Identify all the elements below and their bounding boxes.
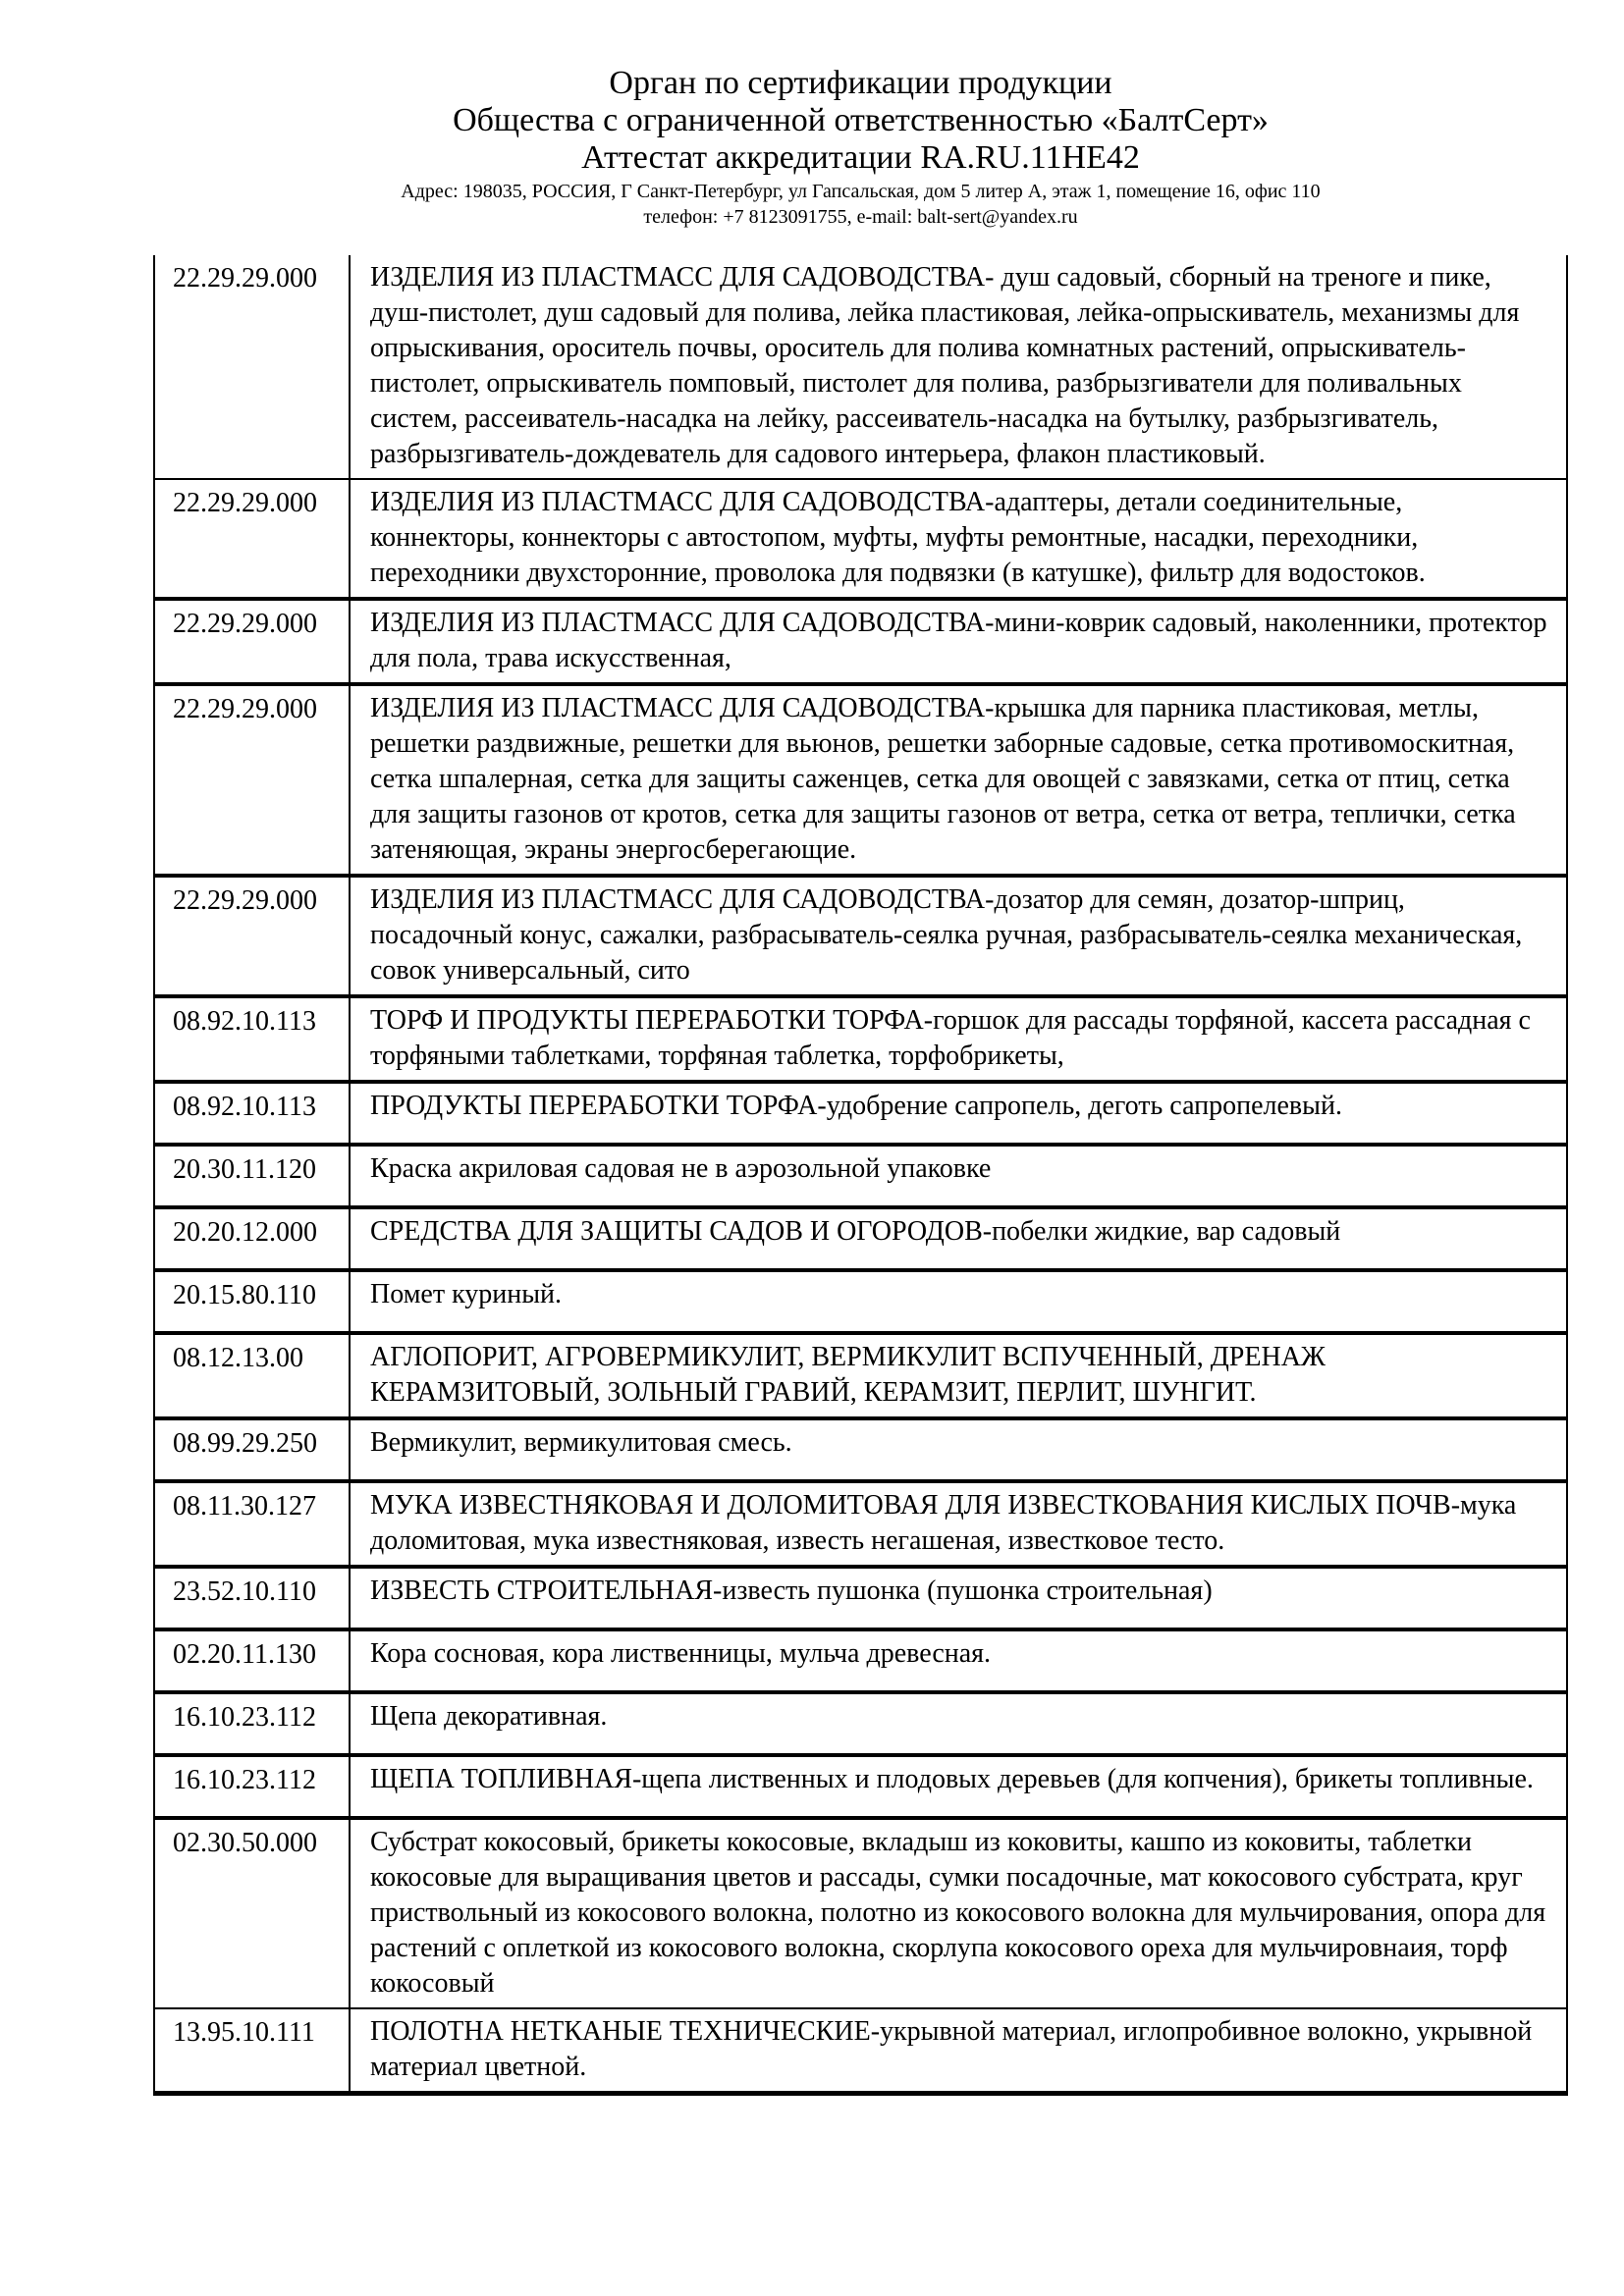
- product-code-cell: 08.92.10.113: [154, 1082, 350, 1145]
- org-title-line2: Общества с ограниченной ответственностью «БалтСерт»: [453, 102, 1269, 138]
- product-code-cell: 20.30.11.120: [154, 1145, 350, 1207]
- table-row: [154, 1629, 1567, 1692]
- document-header: [153, 0, 1568, 230]
- product-description-cell: Краска акриловая садовая не в аэрозольной упаковке: [350, 1145, 1567, 1207]
- product-description-cell: ИЗДЕЛИЯ ИЗ ПЛАСТМАСС ДЛЯ САДОВОДСТВА-дозатор для семян, дозатор-шприц, посадочный конус, сажалки, разбрасыватель-сеялка ручная, разбрасыватель-сеялка механическая, совок универсальный, сито: [350, 876, 1567, 996]
- product-description-cell: Помет куриный.: [350, 1270, 1567, 1333]
- table-row: [154, 1270, 1567, 1333]
- product-code-cell: 13.95.10.111: [154, 2008, 350, 2094]
- product-description-cell: ЩЕПА ТОПЛИВНАЯ-щепа лиственных и плодовых деревьев (для копчения), брикеты топливные.: [350, 1755, 1567, 1818]
- table-row: [154, 1082, 1567, 1145]
- product-description-cell: ИЗДЕЛИЯ ИЗ ПЛАСТМАСС ДЛЯ САДОВОДСТВА- душ садовый, сборный на треноге и пике, душ-пистолет, душ садовый для полива, лейка пластиковая, лейка-опрыскиватель, механизмы для опрыскивания, ороситель почвы, ороситель для полива комнатных растений, опрыскиватель-пистолет, опрыскиватель помповый, пистолет для полива, разбрызгиватели для поливальных систем, рассеиватель-насадка на лейку, рассеиватель-насадка на бутылку, разбрызгиватель, разбрызгиватель-дождеватель для садового интерьера, флакон пластиковый.: [370, 262, 1520, 469]
- product-description-cell: ИЗДЕЛИЯ ИЗ ПЛАСТМАСС ДЛЯ САДОВОДСТВА-адаптеры, детали соединительные, коннекторы, коннекторы с автостопом, муфты, муфты ремонтные, насадки, переходники, переходники двухсторонние, проволока для подвязки (в катушке), фильтр для водостоков.: [350, 479, 1567, 599]
- product-code-cell: 08.12.13.00: [154, 1333, 350, 1418]
- product-table-body: [154, 255, 1567, 2094]
- product-description-cell: ИЗДЕЛИЯ ИЗ ПЛАСТМАСС ДЛЯ САДОВОДСТВА-мини-коврик садовый, наколенники, протектор для пола, трава искусственная,: [350, 599, 1567, 684]
- product-code-cell: 22.29.29.000: [154, 255, 350, 479]
- table-row: [154, 2008, 1567, 2094]
- product-code-cell: 22.29.29.000: [154, 684, 350, 876]
- product-description-cell: Кора сосновая, кора лиственницы, мульча древесная.: [350, 1629, 1567, 1692]
- table-row: [154, 1818, 1567, 2008]
- contact-line: телефон: +7 8123091755, e-mail: balt-sert@yandex.ru: [643, 206, 1078, 228]
- product-code-cell: 08.11.30.127: [154, 1481, 350, 1567]
- table-row: [154, 1418, 1567, 1481]
- table-row: [154, 876, 1567, 996]
- product-description-cell: СРЕДСТВА ДЛЯ ЗАЩИТЫ САДОВ И ОГОРОДОВ-побелки жидкие, вар садовый: [350, 1207, 1567, 1270]
- product-code-cell: 20.15.80.110: [154, 1270, 350, 1333]
- org-title-line1: Орган по сертификации продукции: [609, 65, 1112, 101]
- table-row: [154, 1692, 1567, 1755]
- product-code-cell: 02.30.50.000: [154, 1818, 350, 2008]
- product-description-cell: ПРОДУКТЫ ПЕРЕРАБОТКИ ТОРФА-удобрение сапропель, деготь сапропелевый.: [350, 1082, 1567, 1145]
- product-description-cell: Вермикулит, вермикулитовая смесь.: [350, 1418, 1567, 1481]
- table-row: [154, 1145, 1567, 1207]
- table-row: [154, 1755, 1567, 1818]
- table-row: [154, 996, 1567, 1082]
- table-row: [154, 684, 1567, 876]
- product-description-cell: ИЗВЕСТЬ СТРОИТЕЛЬНАЯ-известь пушонка (пушонка строительная): [350, 1567, 1567, 1629]
- product-code-cell: 16.10.23.112: [154, 1755, 350, 1818]
- table-row: [154, 479, 1567, 599]
- product-description-cell: АГЛОПОРИТ, АГРОВЕРМИКУЛИТ, ВЕРМИКУЛИТ ВСПУЧЕННЫЙ, ДРЕНАЖ КЕРАМЗИТОВЫЙ, ЗОЛЬНЫЙ ГРАВИЙ, КЕРАМЗИТ, ПЕРЛИТ, ШУНГИТ.: [350, 1333, 1567, 1418]
- product-code-cell: 22.29.29.000: [154, 479, 350, 599]
- table-row: [154, 1333, 1567, 1418]
- product-code-cell: 22.29.29.000: [154, 599, 350, 684]
- product-description-cell: ТОРФ И ПРОДУКТЫ ПЕРЕРАБОТКИ ТОРФА-горшок для рассады торфяной, кассета рассадная с торфяными таблетками, торфяная таблетка, торфобрикеты,: [350, 996, 1567, 1082]
- product-code-cell: 20.20.12.000: [154, 1207, 350, 1270]
- product-code-cell: 22.29.29.000: [154, 876, 350, 996]
- product-description-cell: ИЗДЕЛИЯ ИЗ ПЛАСТМАСС ДЛЯ САДОВОДСТВА-крышка для парника пластиковая, метлы, решетки раздвижные, решетки для вьюнов, решетки заборные садовые, сетка противомоскитная, сетка шпалерная, сетка для защиты саженцев, сетка для овощей с завязками, сетка от птиц, сетка для защиты газонов от кротов, сетка для защиты газонов от ветра, сетка от ветра, теплички, сетка затеняющая, экраны энергосберегающие.: [350, 684, 1567, 876]
- table-row: [154, 1207, 1567, 1270]
- accreditation-line: Аттестат аккредитации RA.RU.11HE42: [581, 139, 1140, 176]
- product-code-cell: 02.20.11.130: [154, 1629, 350, 1692]
- table-row: [154, 1567, 1567, 1629]
- product-code-cell: 08.99.29.250: [154, 1418, 350, 1481]
- product-code-cell: 16.10.23.112: [154, 1692, 350, 1755]
- table-row: [154, 255, 1567, 479]
- product-code-cell: 23.52.10.110: [154, 1567, 350, 1629]
- document-content: [153, 0, 1568, 2096]
- product-description-cell: Субстрат кокосовый, брикеты кокосовые, вкладыш из коковиты, кашпо из коковиты, таблетки кокосовые для выращивания цветов и рассады, сумки посадочные, мат кокосового субстрата, круг приствольный из кокосового волокна, полотно из кокосового волокна для мульчирования, опора для растений с оплеткой из кокосового волокна, скорлупа кокосового ореха для мульчировнаия, торф кокосовый: [350, 1818, 1567, 2008]
- address-line: Адрес: 198035, РОССИЯ, Г Санкт-Петербург, ул Гапсальская, дом 5 литер А, этаж 1, помещение 16, офис 110: [401, 181, 1321, 202]
- product-code-cell: 08.92.10.113: [154, 996, 350, 1082]
- table-row: [154, 599, 1567, 684]
- product-table: [153, 255, 1568, 2096]
- product-description-cell: ПОЛОТНА НЕТКАНЫЕ ТЕХНИЧЕСКИЕ-укрывной материал, иглопробивное волокно, укрывной материал цветной.: [350, 2008, 1567, 2094]
- table-row: [154, 1481, 1567, 1567]
- product-description-cell: Щепа декоративная.: [350, 1692, 1567, 1755]
- product-description-cell: МУКА ИЗВЕСТНЯКОВАЯ И ДОЛОМИТОВАЯ ДЛЯ ИЗВЕСТКОВАНИЯ КИСЛЫХ ПОЧВ-мука доломитовая, мука известняковая, известь негашеная, известковое тесто.: [350, 1481, 1567, 1567]
